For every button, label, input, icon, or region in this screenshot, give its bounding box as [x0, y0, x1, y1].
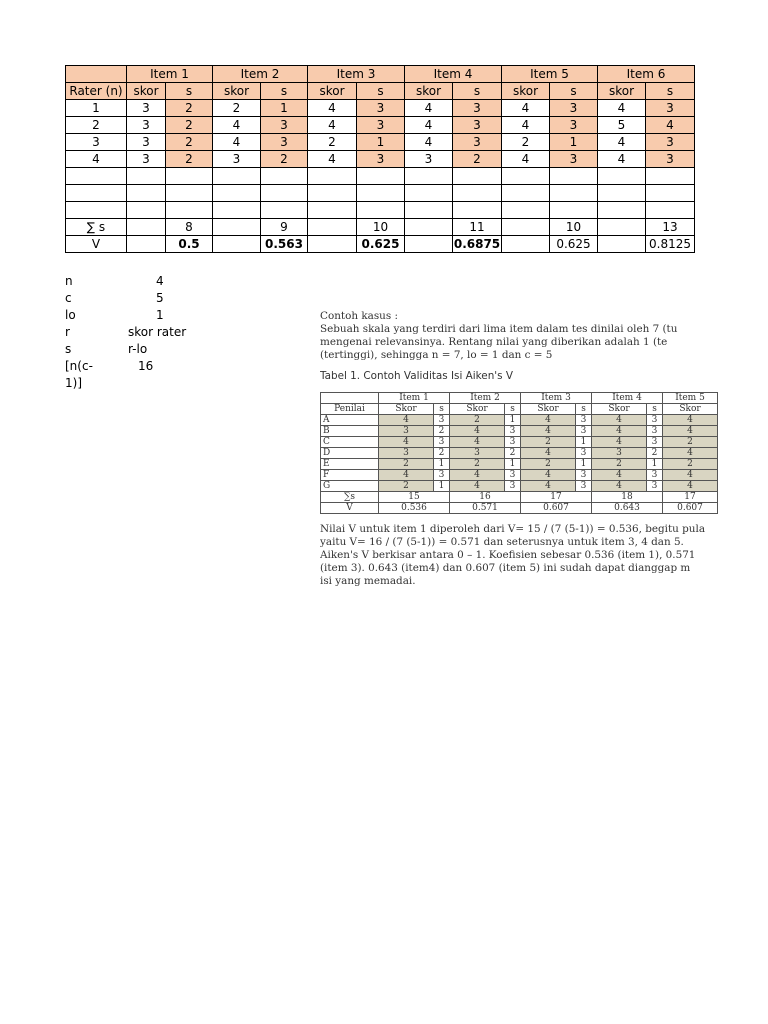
- s-header: s: [357, 83, 405, 100]
- empty-cell: [405, 202, 453, 219]
- skor-cell: 2: [502, 134, 550, 151]
- skor-cell: 4: [450, 437, 505, 448]
- conclusion-line: isi yang memadai.: [320, 575, 416, 587]
- v-label: V: [321, 503, 379, 514]
- item-header: Item 5: [663, 393, 718, 404]
- item-header: Item 2: [213, 66, 308, 83]
- s-cell: 3: [647, 437, 663, 448]
- skor-cell: 3: [127, 117, 166, 134]
- s-cell: 3: [647, 481, 663, 492]
- s-cell: 3: [646, 100, 695, 117]
- item-header: Item 6: [598, 66, 695, 83]
- skor-cell: 2: [213, 100, 261, 117]
- skor-cell: 3: [127, 100, 166, 117]
- s-cell: 3: [505, 481, 521, 492]
- item-header: Item 2: [450, 393, 521, 404]
- empty-cell: [213, 236, 261, 253]
- skor-cell: 3: [592, 448, 647, 459]
- v-value: 0.536: [379, 503, 450, 514]
- rater-letter: B: [321, 426, 379, 437]
- sum-value: 8: [166, 219, 213, 236]
- s-cell: 3: [550, 100, 598, 117]
- skor-cell: 4: [663, 426, 718, 437]
- s-header: s: [453, 83, 502, 100]
- example-case-image: [320, 310, 768, 595]
- skor-cell: 4: [521, 481, 576, 492]
- empty-cell: [261, 168, 308, 185]
- s-cell: 3: [453, 134, 502, 151]
- skor-cell: 4: [450, 481, 505, 492]
- s-cell: 2: [166, 151, 213, 168]
- empty-cell: [127, 219, 166, 236]
- s-cell: 2: [261, 151, 308, 168]
- s-header: s: [261, 83, 308, 100]
- s-cell: 3: [505, 470, 521, 481]
- empty-cell: [308, 168, 357, 185]
- empty-cell: [213, 168, 261, 185]
- empty-cell: [127, 185, 166, 202]
- item-header: Item 5: [502, 66, 598, 83]
- s-cell: 1: [434, 459, 450, 470]
- empty-cell: [166, 168, 213, 185]
- empty-cell: [357, 202, 405, 219]
- conclusion-line: (item 3). 0.643 (item4) dan 0.607 (item 5) ini sudah dapat dianggap m: [320, 562, 691, 574]
- skor-cell: 3: [213, 151, 261, 168]
- s-cell: 4: [646, 117, 695, 134]
- item-header: Item 1: [127, 66, 213, 83]
- s-cell: 2: [166, 117, 213, 134]
- skor-cell: 3: [450, 448, 505, 459]
- s-cell: 1: [576, 459, 592, 470]
- sum-value: 16: [450, 492, 521, 503]
- empty-cell: [405, 185, 453, 202]
- sum-row: [321, 492, 718, 503]
- rater-row: [321, 459, 718, 470]
- empty-cell: [550, 168, 598, 185]
- skor-cell: 3: [379, 448, 434, 459]
- item-header: Item 1: [379, 393, 450, 404]
- empty-cell: [308, 236, 357, 253]
- s-cell: 3: [261, 117, 308, 134]
- skor-cell: 4: [521, 448, 576, 459]
- penilai-header: Penilai: [321, 404, 379, 415]
- empty-cell: [453, 202, 502, 219]
- empty-cell: [646, 168, 695, 185]
- skor-header: Skor: [592, 404, 647, 415]
- skor-cell: 3: [127, 151, 166, 168]
- rater-letter: D: [321, 448, 379, 459]
- s-cell: 1: [647, 459, 663, 470]
- sum-value: 11: [453, 219, 502, 236]
- sum-value: 15: [379, 492, 450, 503]
- skor-cell: 4: [598, 134, 646, 151]
- sum-label: ∑ s: [66, 219, 127, 236]
- empty-cell: [127, 202, 166, 219]
- s-cell: 3: [647, 426, 663, 437]
- skor-header: Skor: [450, 404, 505, 415]
- s-cell: 3: [576, 481, 592, 492]
- parameter-value: r-lo: [128, 342, 148, 356]
- empty-cell: [127, 168, 166, 185]
- skor-header: skor: [127, 83, 166, 100]
- empty-cell: [502, 219, 550, 236]
- s-cell: 3: [453, 117, 502, 134]
- empty-cell: [550, 202, 598, 219]
- skor-cell: 4: [213, 117, 261, 134]
- s-cell: 1: [357, 134, 405, 151]
- s-cell: 2: [453, 151, 502, 168]
- skor-header: Skor: [379, 404, 434, 415]
- empty-cell: [127, 236, 166, 253]
- skor-cell: 4: [592, 437, 647, 448]
- empty-cell: [502, 202, 550, 219]
- parameter-value: 4: [156, 274, 164, 288]
- parameter-label: [n(c-1)]: [65, 359, 93, 390]
- skor-cell: 2: [663, 459, 718, 470]
- s-cell: 3: [357, 100, 405, 117]
- s-cell: 3: [261, 134, 308, 151]
- empty-row: [66, 185, 695, 202]
- empty-cell: [598, 168, 646, 185]
- empty-cell: [598, 236, 646, 253]
- v-value: 0.625: [550, 236, 598, 253]
- s-cell: 3: [647, 415, 663, 426]
- parameter-label: n: [65, 274, 73, 288]
- s-header: s: [166, 83, 213, 100]
- example-text-line: Sebuah skala yang terdiri dari lima item dalam tes dinilai oleh 7 (tu: [320, 323, 678, 335]
- item-header: Item 4: [405, 66, 502, 83]
- sum-value: 18: [592, 492, 663, 503]
- skor-cell: 4: [405, 100, 453, 117]
- v-value: 0.607: [663, 503, 718, 514]
- empty-cell: [66, 202, 127, 219]
- empty-cell: [405, 236, 453, 253]
- sum-value: 10: [550, 219, 598, 236]
- v-value: 0.563: [261, 236, 308, 253]
- parameter-label: c: [65, 291, 72, 305]
- parameter-value: 1: [156, 308, 164, 322]
- rater-row: [321, 415, 718, 426]
- sum-row: [66, 219, 695, 236]
- example-aiken-table: [320, 392, 718, 514]
- skor-cell: 4: [308, 100, 357, 117]
- v-value: 0.6875: [453, 237, 501, 251]
- s-cell: 3: [576, 448, 592, 459]
- s-cell: 3: [646, 134, 695, 151]
- empty-cell: [453, 168, 502, 185]
- skor-cell: 2: [379, 481, 434, 492]
- empty-cell: [261, 202, 308, 219]
- skor-cell: 4: [598, 151, 646, 168]
- rater-number: 3: [66, 134, 127, 151]
- empty-cell: [453, 185, 502, 202]
- v-value: 0.625: [357, 236, 405, 253]
- s-cell: 3: [550, 117, 598, 134]
- rater-number: 4: [66, 151, 127, 168]
- s-cell: 3: [576, 415, 592, 426]
- conclusion-line: Nilai V untuk item 1 diperoleh dari V= 15 / (7 (5-1)) = 0.536, begitu pula: [320, 523, 706, 535]
- rater-letter: G: [321, 481, 379, 492]
- subheader-row: [321, 404, 718, 415]
- empty-cell: [550, 185, 598, 202]
- parameter-value: 5: [156, 291, 164, 305]
- skor-header: skor: [405, 83, 453, 100]
- skor-cell: 4: [308, 151, 357, 168]
- skor-header: skor: [213, 83, 261, 100]
- rater-row: [66, 151, 695, 168]
- rater-row: [66, 134, 695, 151]
- rater-row: [321, 426, 718, 437]
- s-cell: 1: [261, 100, 308, 117]
- s-cell: 3: [434, 470, 450, 481]
- s-cell: 2: [166, 100, 213, 117]
- skor-cell: 2: [379, 459, 434, 470]
- s-cell: 3: [646, 151, 695, 168]
- empty-row: [66, 202, 695, 219]
- blank-header-cell: [66, 66, 127, 83]
- s-cell: 3: [357, 151, 405, 168]
- skor-cell: 4: [592, 426, 647, 437]
- example-text-line: (tertinggi), sehingga n = 7, lo = 1 dan c = 5: [320, 349, 553, 361]
- empty-cell: [598, 202, 646, 219]
- s-cell: 3: [434, 415, 450, 426]
- skor-header: skor: [598, 83, 646, 100]
- skor-header: Skor: [663, 404, 718, 415]
- rater-row: [321, 437, 718, 448]
- aiken-spreadsheet-table: [65, 65, 695, 253]
- rater-row: [321, 470, 718, 481]
- empty-cell: [261, 185, 308, 202]
- s-header: s: [550, 83, 598, 100]
- v-label: V: [66, 236, 127, 253]
- s-header: s: [434, 404, 450, 415]
- item-header: Item 3: [521, 393, 592, 404]
- skor-cell: 4: [450, 426, 505, 437]
- skor-cell: 4: [521, 470, 576, 481]
- parameter-label: s: [65, 342, 72, 356]
- skor-cell: 3: [379, 426, 434, 437]
- s-cell: 1: [505, 459, 521, 470]
- skor-cell: 4: [592, 481, 647, 492]
- s-cell: 3: [505, 437, 521, 448]
- skor-cell: 4: [592, 470, 647, 481]
- skor-cell: 4: [598, 100, 646, 117]
- s-cell: 3: [576, 426, 592, 437]
- conclusion-line: Aiken's V berkisar antara 0 – 1. Koefisien sebesar 0.536 (item 1), 0.571: [320, 549, 696, 561]
- empty-cell: [213, 202, 261, 219]
- sum-value: 10: [357, 219, 405, 236]
- v-value: 0.8125: [646, 236, 695, 253]
- header-row: [66, 66, 695, 83]
- subheader-row: [66, 83, 695, 100]
- empty-row: [66, 168, 695, 185]
- parameter-label: lo: [65, 308, 76, 322]
- skor-cell: 4: [308, 117, 357, 134]
- skor-cell: 2: [521, 459, 576, 470]
- rater-header: Rater (n): [66, 83, 127, 100]
- skor-cell: 4: [502, 100, 550, 117]
- skor-cell: 2: [450, 415, 505, 426]
- skor-cell: 2: [592, 459, 647, 470]
- empty-cell: [357, 185, 405, 202]
- s-cell: 3: [550, 151, 598, 168]
- blank-header-cell: [321, 393, 379, 404]
- skor-cell: 4: [405, 117, 453, 134]
- skor-cell: 4: [379, 437, 434, 448]
- rater-row: [66, 117, 695, 134]
- sum-value: 13: [646, 219, 695, 236]
- skor-cell: 4: [450, 470, 505, 481]
- v-value: 0.5: [166, 236, 213, 253]
- skor-header: Skor: [521, 404, 576, 415]
- example-conclusion: [320, 523, 768, 588]
- empty-cell: [502, 185, 550, 202]
- s-cell: 3: [453, 100, 502, 117]
- empty-cell: [66, 185, 127, 202]
- skor-cell: 4: [502, 117, 550, 134]
- empty-cell: [308, 185, 357, 202]
- empty-cell: [502, 236, 550, 253]
- s-cell: 2: [434, 426, 450, 437]
- skor-cell: 3: [405, 151, 453, 168]
- skor-cell: 4: [521, 415, 576, 426]
- empty-cell: [213, 219, 261, 236]
- empty-cell: [502, 168, 550, 185]
- s-cell: 2: [505, 448, 521, 459]
- empty-cell: [166, 202, 213, 219]
- s-header: s: [505, 404, 521, 415]
- s-cell: 3: [647, 470, 663, 481]
- skor-cell: 5: [598, 117, 646, 134]
- empty-cell: [646, 202, 695, 219]
- rater-number: 2: [66, 117, 127, 134]
- sum-label: ∑s: [321, 492, 379, 503]
- v-value: 0.607: [521, 503, 592, 514]
- example-heading: Contoh kasus :: [320, 310, 398, 322]
- empty-cell: [308, 202, 357, 219]
- rater-letter: A: [321, 415, 379, 426]
- skor-cell: 2: [663, 437, 718, 448]
- skor-header: skor: [502, 83, 550, 100]
- empty-cell: [405, 219, 453, 236]
- s-cell: 3: [434, 437, 450, 448]
- skor-cell: 4: [663, 481, 718, 492]
- empty-cell: [598, 219, 646, 236]
- empty-cell: [166, 185, 213, 202]
- s-header: s: [646, 83, 695, 100]
- s-cell: 1: [505, 415, 521, 426]
- empty-cell: [598, 185, 646, 202]
- skor-cell: 4: [521, 426, 576, 437]
- example-text-line: mengenai relevansinya. Rentang nilai yang diberikan adalah 1 (te: [320, 336, 668, 348]
- empty-cell: [646, 185, 695, 202]
- conclusion-line: yaitu V= 16 / (7 (5-1)) = 0.571 dan seterusnya untuk item 3, 4 dan 5.: [320, 536, 684, 548]
- item-header: Item 4: [592, 393, 663, 404]
- skor-header: skor: [308, 83, 357, 100]
- skor-cell: 4: [663, 470, 718, 481]
- rater-letter: E: [321, 459, 379, 470]
- sum-value: 17: [521, 492, 592, 503]
- v-row: [321, 503, 718, 514]
- skor-cell: 4: [405, 134, 453, 151]
- sum-value: 17: [663, 492, 718, 503]
- parameter-value: 16: [138, 359, 154, 373]
- s-cell: 2: [434, 448, 450, 459]
- item-header: Item 3: [308, 66, 405, 83]
- v-value: 0.571: [450, 503, 521, 514]
- s-cell: 3: [357, 117, 405, 134]
- parameter-value: skor rater: [128, 325, 187, 339]
- rater-row: [321, 481, 718, 492]
- empty-cell: [308, 219, 357, 236]
- rater-letter: F: [321, 470, 379, 481]
- empty-cell: [357, 168, 405, 185]
- s-cell: 1: [434, 481, 450, 492]
- empty-cell: [66, 168, 127, 185]
- skor-cell: 2: [521, 437, 576, 448]
- skor-cell: 3: [127, 134, 166, 151]
- parameter-label: r: [65, 325, 70, 339]
- rater-row: [66, 100, 695, 117]
- skor-cell: 4: [379, 470, 434, 481]
- rater-letter: C: [321, 437, 379, 448]
- skor-cell: 4: [663, 415, 718, 426]
- s-header: s: [576, 404, 592, 415]
- skor-cell: 4: [663, 448, 718, 459]
- s-cell: 3: [505, 426, 521, 437]
- sum-value: 9: [261, 219, 308, 236]
- v-row: [66, 236, 695, 253]
- s-cell: 2: [166, 134, 213, 151]
- skor-cell: 4: [379, 415, 434, 426]
- example-table-caption: Tabel 1. Contoh Validitas Isi Aiken's V: [320, 370, 513, 382]
- rater-row: [321, 448, 718, 459]
- skor-cell: 2: [450, 459, 505, 470]
- skor-cell: 4: [213, 134, 261, 151]
- v-value: 0.643: [592, 503, 663, 514]
- empty-cell: [213, 185, 261, 202]
- skor-cell: 4: [502, 151, 550, 168]
- skor-cell: 4: [592, 415, 647, 426]
- s-cell: 2: [647, 448, 663, 459]
- s-cell: 3: [576, 470, 592, 481]
- s-cell: 1: [550, 134, 598, 151]
- s-cell: 1: [576, 437, 592, 448]
- header-row: [321, 393, 718, 404]
- empty-cell: [405, 168, 453, 185]
- rater-number: 1: [66, 100, 127, 117]
- skor-cell: 2: [308, 134, 357, 151]
- s-header: s: [647, 404, 663, 415]
